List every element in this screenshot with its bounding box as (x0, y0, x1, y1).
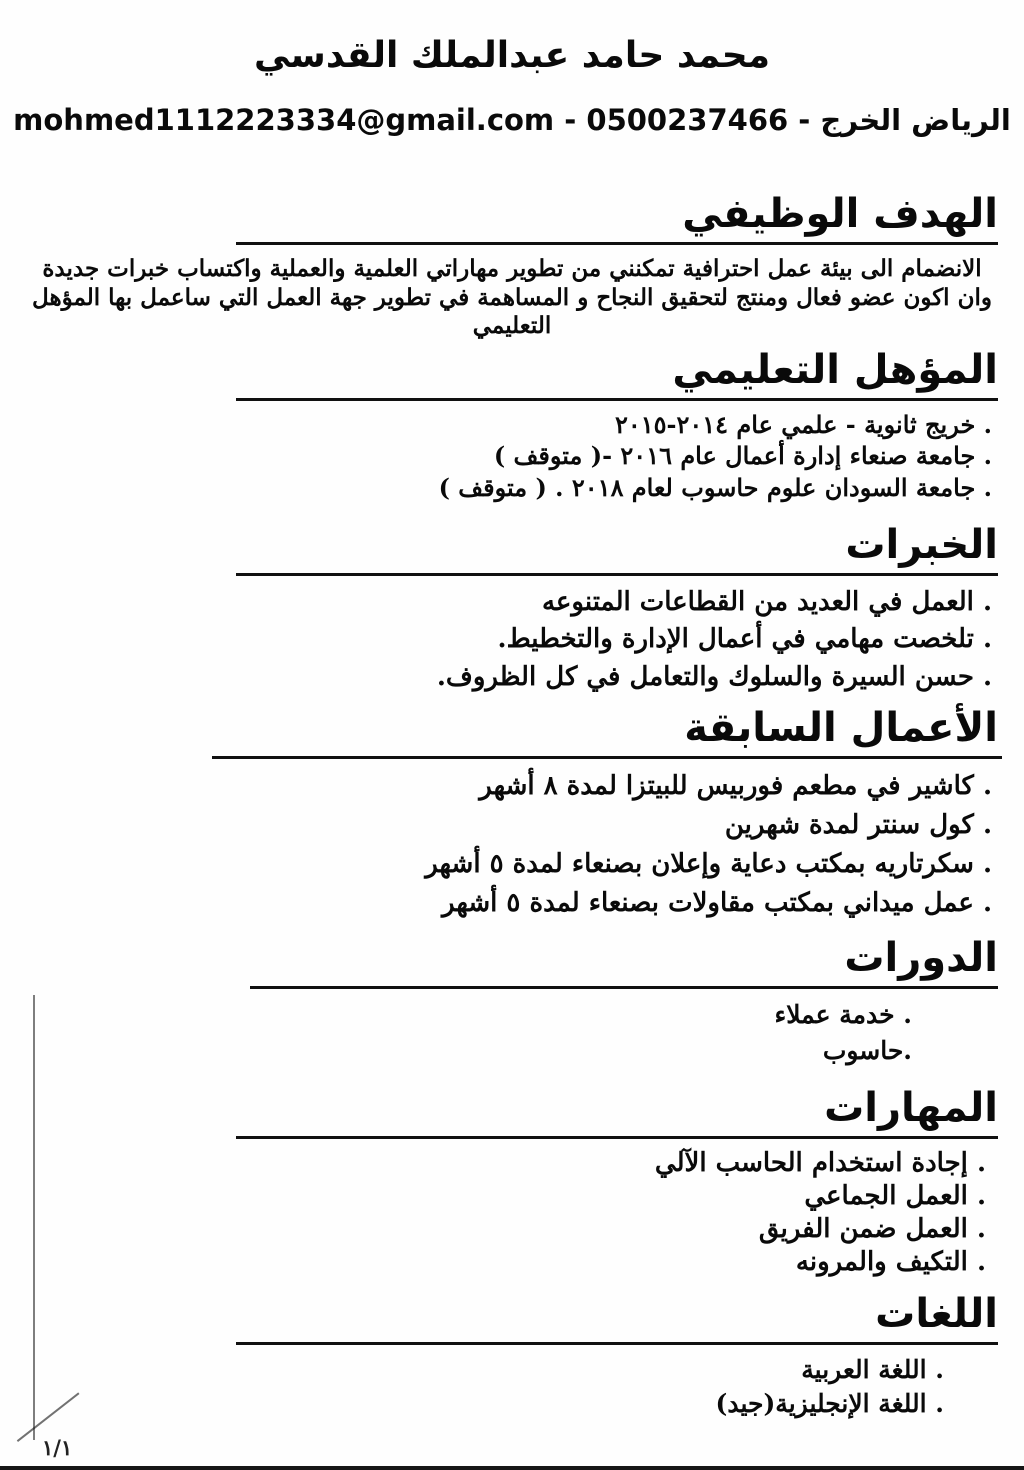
section-rule (236, 242, 998, 245)
section-title-education: المؤهل التعليمي (672, 346, 998, 393)
section-experience (0, 522, 1024, 697)
list-item: . كول سنتر لمدة شهرين (724, 809, 992, 840)
section-title-experience: الخبرات (845, 521, 998, 568)
languages-list (0, 1353, 1024, 1421)
list-item: . جامعة السودان علوم حاسوب لعام ٢٠١٨ . ( متوقف ) (438, 473, 992, 503)
list-item: . تلخصت مهامي في أعمال الإدارة والتخطيط. (497, 624, 992, 655)
list-item: . عمل ميداني بمكتب مقاولات بصنعاء لمدة ٥ أشهر (442, 887, 992, 918)
section-title-previous-jobs: الأعمال السابقة (684, 704, 998, 751)
section-courses (0, 935, 1024, 1070)
contact-line: الرياض الخرج - 0500237466 - mohmed1112223334@gmail.com (13, 103, 1011, 138)
section-rule (236, 398, 998, 401)
list-item: . خريج ثانوية - علمي عام ٢٠١٤-٢٠١٥ (614, 409, 992, 439)
section-rule (236, 1136, 998, 1139)
skills-list (0, 1147, 1024, 1279)
section-title-languages: اللغات (875, 1291, 998, 1338)
section-title-objective: الهدف الوظيفي (682, 191, 998, 238)
list-item: . التكيف والمرونه (795, 1247, 986, 1278)
section-previous-jobs (0, 705, 1024, 923)
list-item: . حسن السيرة والسلوك والتعامل في كل الظروف. (436, 662, 992, 693)
scan-bottom-edge-line (0, 1466, 1024, 1470)
list-item: . العمل في العديد من القطاعات المتنوعه (541, 586, 992, 617)
section-rule (236, 1342, 998, 1345)
list-item: . إجادة استخدام الحاسب الآلي (654, 1148, 986, 1179)
previous-jobs-list (0, 767, 1024, 923)
objective-paragraph: الانضمام الى بيئة عمل احترافية تمكنني من تطوير مهاراتي العلمية والعملية واكتساب خبرات جديدة وان اكون عضو فعال ومنتج لتحقيق النجاح و المساهمة في تطوير جهة العمل التي ساعمل بها المؤهل التعليمي (32, 255, 992, 340)
section-skills (0, 1085, 1024, 1279)
page-number: ١/١ (42, 1435, 73, 1460)
section-title-courses: الدورات (844, 934, 998, 981)
section-rule (212, 756, 1002, 759)
list-item: . خدمة عملاء (774, 999, 912, 1029)
list-item: . اللغة الإنجليزية(جيد) (715, 1389, 944, 1419)
section-rule (250, 986, 998, 989)
section-education (0, 347, 1024, 504)
list-item: .حاسوب (822, 1036, 912, 1066)
experience-list (0, 584, 1024, 697)
education-list (0, 409, 1024, 504)
candidate-name: محمد حامد عبدالملك القدسي (254, 35, 770, 76)
list-item: . سكرتاريه بمكتب دعاية وإعلان بصنعاء لمدة ٥ أشهر (425, 848, 992, 879)
scan-left-edge-line (33, 995, 35, 1440)
section-rule (236, 573, 998, 576)
list-item: . العمل الجماعي (804, 1181, 986, 1212)
list-item: . كاشير في مطعم فوربيس للبيتزا لمدة ٨ أشهر (479, 770, 992, 801)
list-item: . العمل ضمن الفريق (758, 1214, 986, 1245)
courses-list (0, 997, 1024, 1070)
list-item: . جامعة صنعاء إدارة أعمال عام ٢٠١٦ -( متوقف ) (493, 441, 992, 471)
list-item: . اللغة العربية (801, 1355, 944, 1385)
section-title-skills: المهارات (824, 1085, 998, 1132)
section-objective (0, 191, 1024, 341)
section-languages (0, 1291, 1024, 1421)
